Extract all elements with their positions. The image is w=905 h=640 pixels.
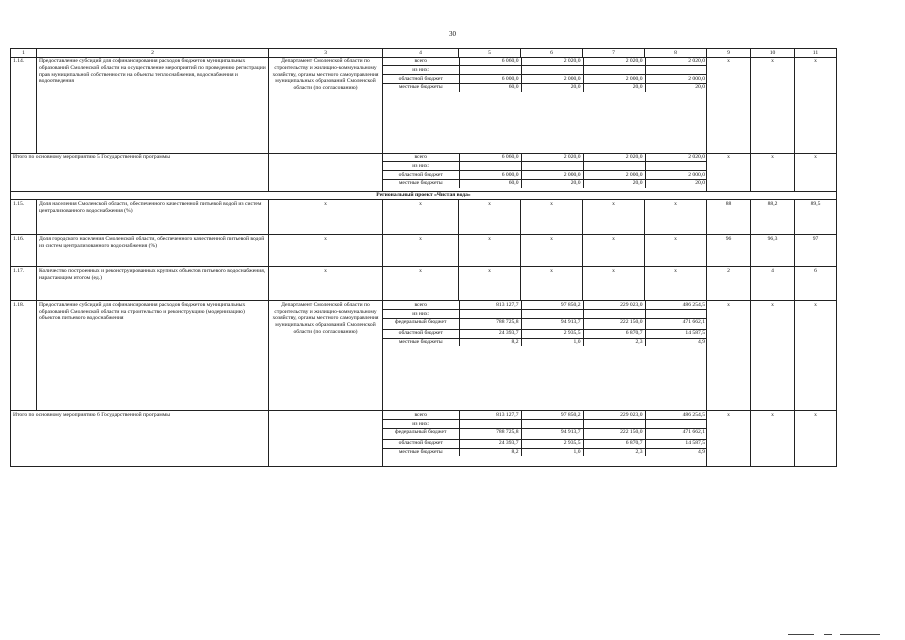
indicator-cell: x bbox=[707, 411, 751, 467]
source-label: местные бюджеты bbox=[383, 448, 459, 456]
header-cell: 7 bbox=[583, 49, 645, 58]
value-cell: 2 020,0 bbox=[583, 58, 645, 66]
x-cell: x bbox=[583, 235, 645, 267]
value-cell: 813 127,7 bbox=[459, 301, 521, 309]
source-label: местные бюджеты bbox=[383, 338, 459, 346]
value-cell: 20,0 bbox=[583, 179, 645, 187]
indicator-cell: 97 bbox=[795, 235, 837, 267]
total-row bbox=[11, 411, 837, 467]
section-title: Региональный проект «Чистая вода» bbox=[11, 191, 837, 200]
value-cell: 2 020,0 bbox=[521, 154, 583, 162]
indicator-cell: 2 bbox=[707, 267, 751, 301]
value-cell: 97 850,2 bbox=[521, 411, 583, 419]
value-cell: 2 020,0 bbox=[645, 154, 707, 162]
header-cell: 3 bbox=[269, 49, 383, 58]
value-cell: 229 023,0 bbox=[583, 301, 645, 309]
indicator-cell: x bbox=[795, 301, 837, 411]
value-cell: 788 725,8 bbox=[459, 428, 521, 439]
header-cell: 6 bbox=[521, 49, 583, 58]
value-cell bbox=[645, 310, 707, 319]
x-cell: x bbox=[583, 200, 645, 235]
indicator-cell: x bbox=[795, 153, 837, 191]
value-cell: 94 913,7 bbox=[521, 318, 583, 329]
value-cell: 471 662,1 bbox=[645, 318, 707, 329]
footer-rule bbox=[824, 634, 832, 635]
x-cell: x bbox=[521, 200, 583, 235]
value-cell: 94 913,7 bbox=[521, 428, 583, 439]
source-label: всего bbox=[414, 58, 428, 65]
footer-rule bbox=[788, 634, 814, 635]
indicator-cell: 96 bbox=[707, 235, 751, 267]
x-cell: x bbox=[269, 235, 383, 267]
header-row bbox=[11, 49, 837, 58]
value-cell: 24 393,7 bbox=[459, 329, 521, 338]
executor: Департамент Смоленской области по строительству и жилищно-коммунальному хозяйству, органы местного самоуправления муниципальных образований Смоленской области (по согласованию) bbox=[269, 57, 383, 153]
indicator-cell: x bbox=[707, 57, 751, 153]
value-cell: 222 150,0 bbox=[583, 428, 645, 439]
indicator-cell: x bbox=[707, 301, 751, 411]
value-cell: 1,0 bbox=[521, 448, 583, 456]
source-label: местные бюджеты bbox=[383, 83, 459, 91]
x-cell: x bbox=[645, 267, 707, 301]
x-cell: x bbox=[383, 235, 459, 267]
total-label: Итого по основному мероприятию 5 Государственной программы bbox=[11, 153, 269, 191]
value-cell: 2 000,0 bbox=[583, 75, 645, 84]
row-number: 1.15. bbox=[11, 200, 37, 235]
source-label: из них: bbox=[383, 162, 459, 171]
source-label: областной бюджет bbox=[383, 171, 459, 180]
x-cell: x bbox=[459, 235, 521, 267]
value-cell: 471 662,1 bbox=[645, 428, 707, 439]
value-cell: 2 020,0 bbox=[521, 58, 583, 66]
value-cell: 2 000,0 bbox=[521, 171, 583, 180]
value-cell bbox=[583, 420, 645, 429]
total-row bbox=[11, 153, 837, 191]
value-cell: 8,2 bbox=[459, 338, 521, 346]
value-cell: 6 870,7 bbox=[583, 439, 645, 448]
value-cell: 6 060,0 bbox=[459, 58, 521, 66]
header-cell: 5 bbox=[459, 49, 521, 58]
value-cell bbox=[521, 162, 583, 171]
indicator-cell: x bbox=[751, 411, 795, 467]
value-cell bbox=[459, 310, 521, 319]
indicator-name: Доля населения Смоленской области, обеспеченного качественной питьевой водой из систем централизованного водоснабжения (%) bbox=[37, 200, 269, 235]
source-label: местные бюджеты bbox=[383, 179, 459, 187]
value-cell: 24 393,7 bbox=[459, 439, 521, 448]
source-label: из них: bbox=[383, 420, 459, 429]
table-row bbox=[11, 267, 837, 301]
header-cell: 9 bbox=[707, 49, 751, 58]
funding-block bbox=[383, 57, 707, 153]
indicator-name: Количество построенных и реконструированных крупных объектов питьевого водоснабжения, нарастающим итогом (ед.) bbox=[37, 267, 269, 301]
source-label: всего bbox=[414, 301, 428, 308]
value-cell: 8,2 bbox=[459, 448, 521, 456]
indicator-cell: 89,5 bbox=[795, 200, 837, 235]
value-cell bbox=[521, 66, 583, 75]
value-cell: 20,0 bbox=[645, 83, 707, 91]
value-cell bbox=[583, 66, 645, 75]
source-label: всего bbox=[414, 154, 428, 161]
x-cell: x bbox=[269, 267, 383, 301]
value-cell: 2 000,0 bbox=[583, 171, 645, 180]
value-cell: 14 587,5 bbox=[645, 439, 707, 448]
value-cell: 788 725,8 bbox=[459, 318, 521, 329]
source-label: из них: bbox=[383, 66, 459, 75]
value-cell: 2 000,0 bbox=[645, 75, 707, 84]
row-number: 1.18. bbox=[11, 301, 37, 411]
value-cell: 2 020,0 bbox=[583, 154, 645, 162]
indicator-cell: 96,3 bbox=[751, 235, 795, 267]
header-cell: 2 bbox=[37, 49, 269, 58]
value-cell bbox=[645, 66, 707, 75]
program-table bbox=[10, 48, 837, 467]
value-cell bbox=[583, 162, 645, 171]
value-cell: 20,0 bbox=[521, 179, 583, 187]
value-cell: 20,0 bbox=[583, 83, 645, 91]
indicator-cell: x bbox=[751, 153, 795, 191]
measure-name: Предоставление субсидий для софинансирования расходов бюджетов муниципальных образований Смоленской области на осуществление мероприятий по проведению регистрации прав муниципальной собственности на объекты теплоснабжения, водоснабжения и водоотведения bbox=[37, 57, 269, 153]
source-label: областной бюджет bbox=[383, 329, 459, 338]
value-cell: 486 254,5 bbox=[645, 301, 707, 309]
source-label: областной бюджет bbox=[383, 75, 459, 84]
funding-block bbox=[383, 153, 707, 191]
x-cell: x bbox=[645, 200, 707, 235]
value-cell: 97 850,2 bbox=[521, 301, 583, 309]
x-cell: x bbox=[383, 267, 459, 301]
value-cell: 2 000,0 bbox=[645, 171, 707, 180]
total-label: Итого по основному мероприятию 6 Государственной программы bbox=[11, 411, 269, 467]
row-number: 1.16. bbox=[11, 235, 37, 267]
table-row bbox=[11, 200, 837, 235]
x-cell: x bbox=[269, 200, 383, 235]
source-label: федеральный бюджет bbox=[383, 428, 459, 439]
indicator-cell: x bbox=[751, 57, 795, 153]
indicator-cell: 4 bbox=[751, 267, 795, 301]
empty-cell bbox=[269, 153, 383, 191]
funding-block bbox=[383, 301, 707, 411]
value-cell: 60,0 bbox=[459, 83, 521, 91]
x-cell: x bbox=[459, 267, 521, 301]
measure-name: Предоставление субсидий для софинансирования расходов бюджетов муниципальных образований Смоленской области на строительство и реконструкцию (модернизацию) объектов питьевого водоснабжения bbox=[37, 301, 269, 411]
table-row bbox=[11, 235, 837, 267]
section-row bbox=[11, 191, 837, 200]
indicator-cell: x bbox=[751, 301, 795, 411]
value-cell bbox=[459, 162, 521, 171]
x-cell: x bbox=[459, 200, 521, 235]
table-row bbox=[11, 301, 837, 411]
value-cell: 2 935,5 bbox=[521, 439, 583, 448]
indicator-cell: 88 bbox=[707, 200, 751, 235]
value-cell: 4,9 bbox=[645, 448, 707, 456]
value-cell: 486 254,5 bbox=[645, 411, 707, 419]
source-label: федеральный бюджет bbox=[383, 318, 459, 329]
value-cell: 14 587,5 bbox=[645, 329, 707, 338]
value-cell: 60,0 bbox=[459, 179, 521, 187]
value-cell: 2,3 bbox=[583, 338, 645, 346]
value-cell: 6 870,7 bbox=[583, 329, 645, 338]
source-label: из них: bbox=[383, 310, 459, 319]
value-cell: 6 000,0 bbox=[459, 171, 521, 180]
value-cell: 20,0 bbox=[645, 179, 707, 187]
empty-cell bbox=[269, 411, 383, 467]
value-cell bbox=[645, 420, 707, 429]
source-label: всего bbox=[414, 411, 428, 418]
source-label: областной бюджет bbox=[383, 439, 459, 448]
x-cell: x bbox=[645, 235, 707, 267]
funding-block bbox=[383, 411, 707, 467]
value-cell bbox=[583, 310, 645, 319]
x-cell: x bbox=[521, 267, 583, 301]
page-number: 30 bbox=[449, 30, 456, 38]
table-row bbox=[11, 57, 837, 153]
x-cell: x bbox=[521, 235, 583, 267]
x-cell: x bbox=[583, 267, 645, 301]
value-cell: 2,3 bbox=[583, 448, 645, 456]
value-cell bbox=[521, 420, 583, 429]
value-cell: 222 150,0 bbox=[583, 318, 645, 329]
value-cell: 2 020,0 bbox=[645, 58, 707, 66]
value-cell bbox=[521, 310, 583, 319]
header-cell: 11 bbox=[795, 49, 837, 58]
value-cell bbox=[459, 420, 521, 429]
indicator-cell: 6 bbox=[795, 267, 837, 301]
value-cell: 20,0 bbox=[521, 83, 583, 91]
indicator-cell: x bbox=[795, 411, 837, 467]
value-cell: 813 127,7 bbox=[459, 411, 521, 419]
header-cell: 1 bbox=[11, 49, 37, 58]
value-cell: 2 000,0 bbox=[521, 75, 583, 84]
value-cell: 4,9 bbox=[645, 338, 707, 346]
value-cell: 6 000,0 bbox=[459, 75, 521, 84]
value-cell: 229 023,0 bbox=[583, 411, 645, 419]
footer-rule bbox=[840, 634, 880, 635]
x-cell: x bbox=[383, 200, 459, 235]
executor: Департамент Смоленской области по строительству и жилищно-коммунальному хозяйству, органы местного самоуправления муниципальных образований Смоленской области (по согласованию) bbox=[269, 301, 383, 411]
indicator-cell: x bbox=[707, 153, 751, 191]
header-cell: 10 bbox=[751, 49, 795, 58]
indicator-name: Доля городского населения Смоленской области, обеспеченного качественной питьевой водой из систем централизованного водоснабжения (%) bbox=[37, 235, 269, 267]
value-cell: 2 935,5 bbox=[521, 329, 583, 338]
value-cell: 6 060,0 bbox=[459, 154, 521, 162]
header-cell: 4 bbox=[383, 49, 459, 58]
indicator-cell: x bbox=[795, 57, 837, 153]
header-cell: 8 bbox=[645, 49, 707, 58]
indicator-cell: 88,2 bbox=[751, 200, 795, 235]
value-cell bbox=[645, 162, 707, 171]
row-number: 1.17. bbox=[11, 267, 37, 301]
value-cell bbox=[459, 66, 521, 75]
value-cell: 1,0 bbox=[521, 338, 583, 346]
row-number: 1.14. bbox=[11, 57, 37, 153]
